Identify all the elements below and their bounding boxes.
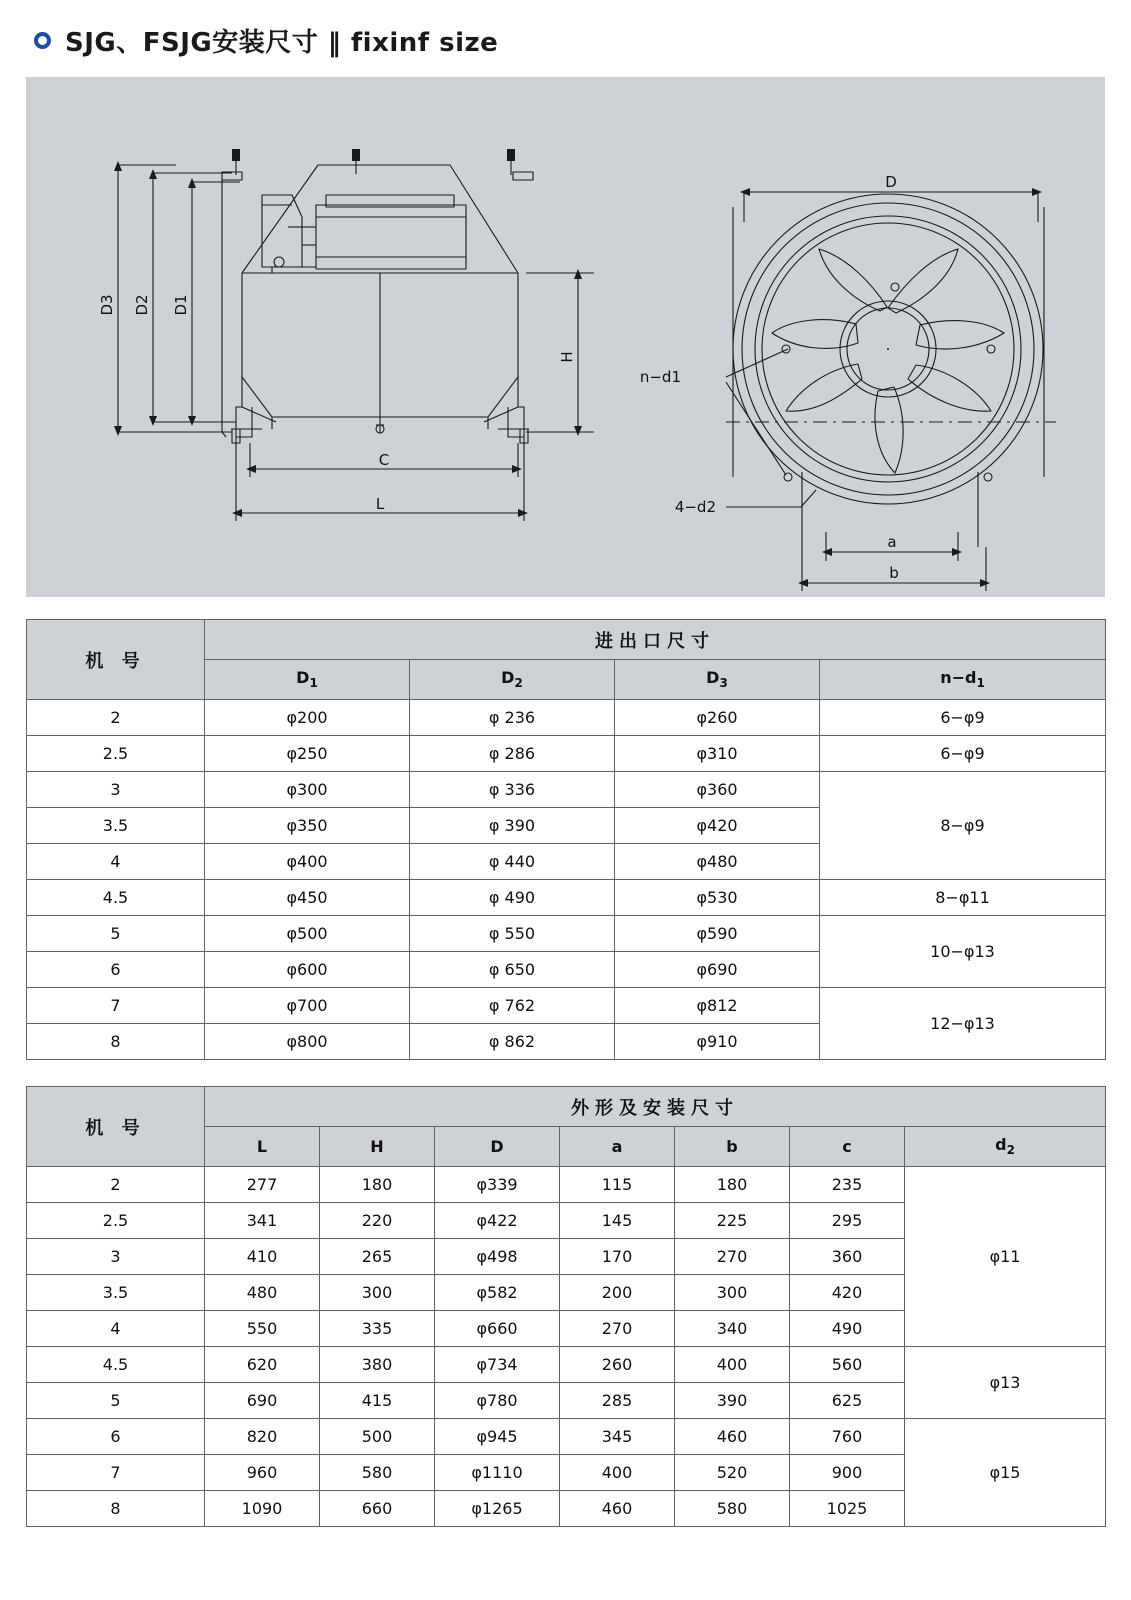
t1-cell-nd1: 8−φ9 — [820, 772, 1106, 880]
t2-cell-b: 400 — [675, 1347, 790, 1383]
t1-cell-model: 3 — [27, 772, 205, 808]
t1-cell-d1: φ600 — [205, 952, 410, 988]
label-c: C — [378, 451, 390, 469]
t2-cell-b: 520 — [675, 1455, 790, 1491]
t2-cell-h: 660 — [320, 1491, 435, 1527]
t2-cell-l: 480 — [205, 1275, 320, 1311]
t2-cell-d2: φ15 — [905, 1419, 1106, 1527]
table-row — [27, 1419, 1106, 1455]
technical-drawing-panel — [26, 77, 1105, 597]
t2-cell-a: 285 — [560, 1383, 675, 1419]
t2-cell-d: φ660 — [435, 1311, 560, 1347]
t2-cell-h: 580 — [320, 1455, 435, 1491]
page-title — [26, 22, 1105, 59]
label-b: b — [889, 564, 899, 582]
t1-cell-d2: φ 862 — [410, 1024, 615, 1060]
t2-header-b: b — [675, 1127, 790, 1167]
t2-cell-model: 4 — [27, 1311, 205, 1347]
t1-cell-d3: φ420 — [615, 808, 820, 844]
t2-cell-d: φ780 — [435, 1383, 560, 1419]
t2-cell-d: φ339 — [435, 1167, 560, 1203]
t2-cell-d: φ1265 — [435, 1491, 560, 1527]
t2-cell-model: 3.5 — [27, 1275, 205, 1311]
t2-cell-c: 760 — [790, 1419, 905, 1455]
t1-cell-d1: φ500 — [205, 916, 410, 952]
t2-cell-b: 460 — [675, 1419, 790, 1455]
page-title-text: SJG、FSJG安装尺寸 ‖ fixinf size — [65, 28, 499, 58]
t2-cell-a: 345 — [560, 1419, 675, 1455]
t2-cell-l: 277 — [205, 1167, 320, 1203]
t2-cell-d: φ1110 — [435, 1455, 560, 1491]
t1-cell-nd1: 6−φ9 — [820, 700, 1106, 736]
t1-cell-d2: φ 440 — [410, 844, 615, 880]
t2-cell-d: φ734 — [435, 1347, 560, 1383]
t1-cell-d1: φ200 — [205, 700, 410, 736]
t2-cell-l: 620 — [205, 1347, 320, 1383]
t2-cell-l: 1090 — [205, 1491, 320, 1527]
label-d2: D2 — [133, 294, 151, 316]
t2-cell-c: 1025 — [790, 1491, 905, 1527]
inlet-outlet-dimension-table — [26, 619, 1106, 1060]
table-row — [27, 736, 1106, 772]
t1-cell-model: 3.5 — [27, 808, 205, 844]
t1-cell-d2: φ 286 — [410, 736, 615, 772]
t1-cell-d1: φ250 — [205, 736, 410, 772]
label-d3: D3 — [98, 294, 116, 316]
t2-header-l: L — [205, 1127, 320, 1167]
t2-cell-d: φ945 — [435, 1419, 560, 1455]
t1-cell-d2: φ 650 — [410, 952, 615, 988]
t2-cell-d: φ582 — [435, 1275, 560, 1311]
t2-cell-b: 390 — [675, 1383, 790, 1419]
t2-cell-model: 2.5 — [27, 1203, 205, 1239]
t2-cell-b: 270 — [675, 1239, 790, 1275]
outline-installation-dimension-table — [26, 1086, 1106, 1527]
t1-cell-model: 5 — [27, 916, 205, 952]
t2-cell-h: 220 — [320, 1203, 435, 1239]
t1-cell-model: 2.5 — [27, 736, 205, 772]
table-row — [27, 916, 1106, 952]
t1-cell-d3: φ812 — [615, 988, 820, 1024]
t1-cell-d1: φ350 — [205, 808, 410, 844]
fan-dimension-drawing — [26, 77, 1105, 597]
t2-cell-a: 170 — [560, 1239, 675, 1275]
t2-cell-c: 420 — [790, 1275, 905, 1311]
t2-cell-d2: φ11 — [905, 1167, 1106, 1347]
t1-cell-nd1: 8−φ11 — [820, 880, 1106, 916]
t1-cell-model: 7 — [27, 988, 205, 1024]
t1-cell-d3: φ360 — [615, 772, 820, 808]
label-d1: D1 — [172, 294, 190, 316]
t1-cell-d3: φ310 — [615, 736, 820, 772]
t2-cell-model: 6 — [27, 1419, 205, 1455]
t1-cell-d1: φ700 — [205, 988, 410, 1024]
table-row — [27, 1347, 1106, 1383]
t2-cell-l: 690 — [205, 1383, 320, 1419]
t1-cell-d2: φ 550 — [410, 916, 615, 952]
t2-cell-c: 900 — [790, 1455, 905, 1491]
t2-cell-a: 200 — [560, 1275, 675, 1311]
t2-cell-c: 625 — [790, 1383, 905, 1419]
t2-cell-l: 550 — [205, 1311, 320, 1347]
t1-cell-d3: φ690 — [615, 952, 820, 988]
t2-cell-a: 115 — [560, 1167, 675, 1203]
t2-cell-c: 560 — [790, 1347, 905, 1383]
t1-header-d2: $D_2$ — [410, 660, 615, 700]
t2-cell-h: 335 — [320, 1311, 435, 1347]
label-n-d1: n−d1 — [639, 368, 681, 386]
t1-cell-d1: φ400 — [205, 844, 410, 880]
t1-header-group: 进出口尺寸 — [205, 620, 1106, 660]
t1-cell-model: 6 — [27, 952, 205, 988]
t1-cell-d2: φ 390 — [410, 808, 615, 844]
t2-cell-c: 360 — [790, 1239, 905, 1275]
table-row — [27, 700, 1106, 736]
t2-cell-a: 460 — [560, 1491, 675, 1527]
t1-cell-d2: φ 762 — [410, 988, 615, 1024]
label-h: H — [558, 351, 576, 363]
bullet-icon — [34, 32, 51, 49]
t2-cell-h: 180 — [320, 1167, 435, 1203]
t1-cell-d1: φ450 — [205, 880, 410, 916]
table-spacer — [26, 1060, 1105, 1086]
t1-cell-model: 4 — [27, 844, 205, 880]
t2-header-group: 外形及安装尺寸 — [205, 1087, 1106, 1127]
t2-header-h: H — [320, 1127, 435, 1167]
t2-cell-c: 235 — [790, 1167, 905, 1203]
t2-header-model: 机 号 — [27, 1087, 205, 1167]
t1-cell-model: 2 — [27, 700, 205, 736]
t1-cell-d3: φ910 — [615, 1024, 820, 1060]
t2-cell-h: 380 — [320, 1347, 435, 1383]
t1-cell-model: 8 — [27, 1024, 205, 1060]
t2-cell-b: 340 — [675, 1311, 790, 1347]
t1-cell-d1: φ300 — [205, 772, 410, 808]
t2-cell-c: 295 — [790, 1203, 905, 1239]
label-a: a — [887, 533, 897, 551]
t2-cell-d: φ498 — [435, 1239, 560, 1275]
label-d: D — [885, 173, 897, 191]
t2-cell-h: 265 — [320, 1239, 435, 1275]
t2-cell-model: 4.5 — [27, 1347, 205, 1383]
t1-header-d3: $D_3$ — [615, 660, 820, 700]
table-row — [27, 1167, 1106, 1203]
t1-cell-nd1: 6−φ9 — [820, 736, 1106, 772]
t2-cell-a: 270 — [560, 1311, 675, 1347]
t1-cell-d2: φ 336 — [410, 772, 615, 808]
t2-cell-model: 5 — [27, 1383, 205, 1419]
t2-header-d: D — [435, 1127, 560, 1167]
t1-cell-d2: φ 490 — [410, 880, 615, 916]
t2-cell-l: 820 — [205, 1419, 320, 1455]
t1-header-model: 机 号 — [27, 620, 205, 700]
t2-cell-d2: φ13 — [905, 1347, 1106, 1419]
t2-cell-b: 225 — [675, 1203, 790, 1239]
t1-cell-d3: φ530 — [615, 880, 820, 916]
t1-cell-nd1: 12−φ13 — [820, 988, 1106, 1060]
t2-cell-model: 7 — [27, 1455, 205, 1491]
t2-cell-b: 300 — [675, 1275, 790, 1311]
t2-cell-a: 400 — [560, 1455, 675, 1491]
t1-cell-d2: φ 236 — [410, 700, 615, 736]
t2-cell-model: 2 — [27, 1167, 205, 1203]
table-row — [27, 988, 1106, 1024]
t1-cell-model: 4.5 — [27, 880, 205, 916]
t2-cell-h: 500 — [320, 1419, 435, 1455]
t1-cell-d3: φ480 — [615, 844, 820, 880]
t1-cell-d3: φ260 — [615, 700, 820, 736]
t2-cell-c: 490 — [790, 1311, 905, 1347]
t1-header-d1: $D_1$ — [205, 660, 410, 700]
t1-cell-d1: φ800 — [205, 1024, 410, 1060]
t2-header-d2: $d_2$ — [905, 1127, 1106, 1167]
t2-cell-model: 3 — [27, 1239, 205, 1275]
t2-header-c: c — [790, 1127, 905, 1167]
t2-cell-b: 180 — [675, 1167, 790, 1203]
t2-cell-h: 300 — [320, 1275, 435, 1311]
t2-header-a: a — [560, 1127, 675, 1167]
t1-cell-nd1: 10−φ13 — [820, 916, 1106, 988]
t2-cell-l: 410 — [205, 1239, 320, 1275]
t2-cell-d: φ422 — [435, 1203, 560, 1239]
table-row — [27, 880, 1106, 916]
t2-cell-l: 960 — [205, 1455, 320, 1491]
table-row — [27, 772, 1106, 808]
t2-cell-a: 145 — [560, 1203, 675, 1239]
t2-cell-b: 580 — [675, 1491, 790, 1527]
t2-cell-a: 260 — [560, 1347, 675, 1383]
t1-cell-d3: φ590 — [615, 916, 820, 952]
t2-cell-l: 341 — [205, 1203, 320, 1239]
label-l: L — [375, 495, 385, 513]
t1-header-nd1: $n-d_1$ — [820, 660, 1106, 700]
t2-cell-model: 8 — [27, 1491, 205, 1527]
label-4-d2: 4−d2 — [674, 498, 716, 516]
t2-cell-h: 415 — [320, 1383, 435, 1419]
